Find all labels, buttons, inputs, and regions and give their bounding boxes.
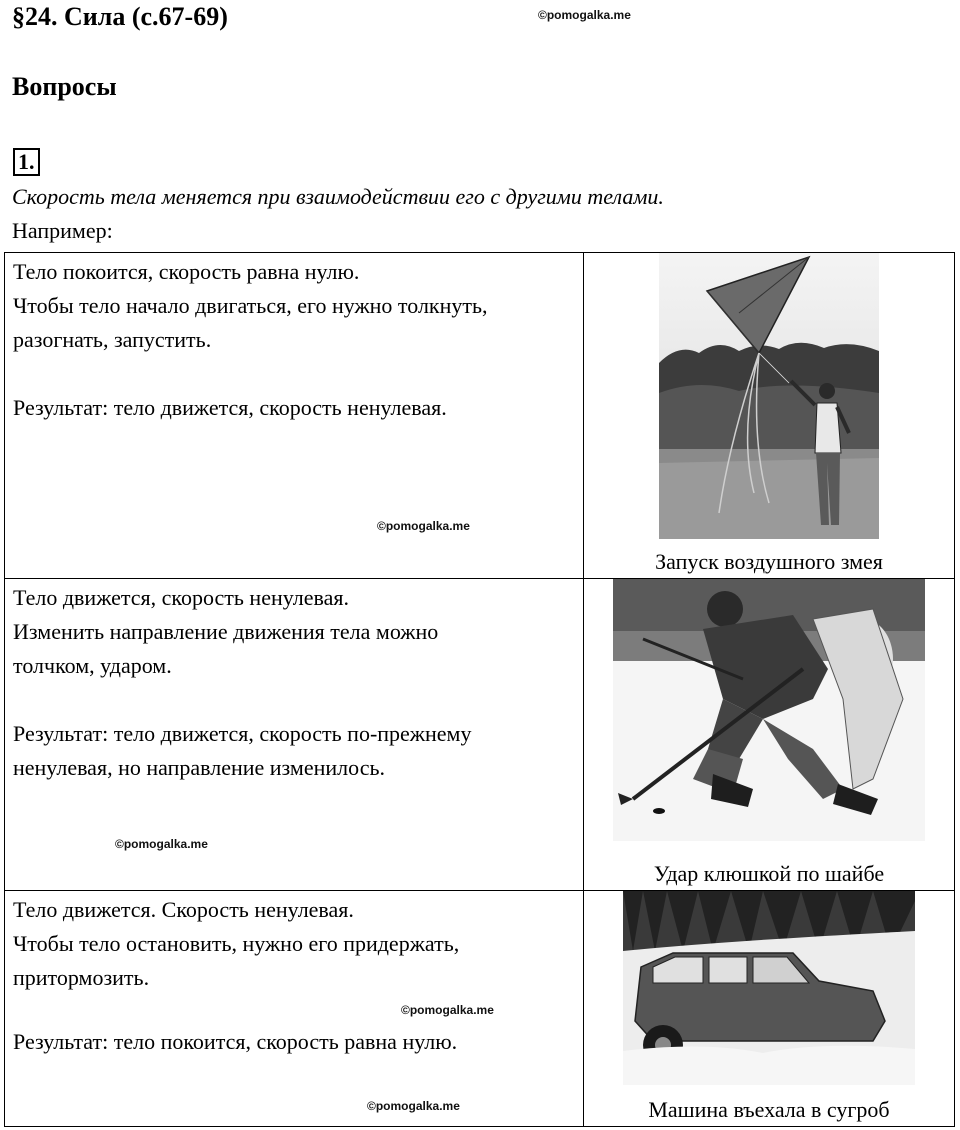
text-line: разогнать, запустить.: [13, 327, 212, 352]
result-line: Результат: тело движется, скорость по-прежнему: [13, 721, 472, 746]
watermark: ©pomogalka.me: [367, 1099, 460, 1113]
text-line: Тело покоится, скорость равна нулю.: [13, 259, 360, 284]
text-line: Изменить направление движения тела можно: [13, 619, 439, 644]
table-row: [5, 891, 955, 1127]
row-image-cell: [584, 579, 955, 891]
text-line: притормозить.: [13, 965, 150, 990]
kite-photo: [659, 253, 879, 539]
result-line: ненулевая, но направление изменилось.: [13, 755, 385, 780]
row-image-cell: [584, 891, 955, 1127]
question-number: 1.: [13, 148, 40, 176]
text-line: толчком, ударом.: [13, 653, 172, 678]
watermark: ©pomogalka.me: [401, 1003, 494, 1017]
text-line: Тело движется. Скорость ненулевая.: [13, 897, 354, 922]
row-text-cell: [5, 253, 584, 579]
text-line: Тело движется, скорость ненулевая.: [13, 585, 350, 610]
result-line: Результат: тело покоится, скорость равна нулю.: [13, 1029, 458, 1054]
image-caption: Машина въехала в сугроб: [648, 1097, 890, 1122]
example-label: Например:: [12, 218, 113, 243]
table-row: [5, 253, 955, 579]
car-photo: [623, 891, 915, 1085]
row-text-cell: [5, 891, 584, 1127]
watermark: ©pomogalka.me: [115, 837, 208, 851]
row-image-cell: [584, 253, 955, 579]
page-title: §24. Сила (с.67-69): [12, 2, 228, 31]
text-line: Чтобы тело начало двигаться, его нужно толкнуть,: [13, 293, 488, 318]
watermark: ©pomogalka.me: [538, 8, 631, 22]
hockey-photo: [613, 579, 925, 841]
text-line: Чтобы тело остановить, нужно его придержать,: [13, 931, 460, 956]
image-caption: Удар клюшкой по шайбе: [653, 861, 885, 886]
examples-table: [4, 252, 955, 1127]
table-row: [5, 579, 955, 891]
result-line: Результат: тело движется, скорость ненулевая.: [13, 395, 447, 420]
watermark: ©pomogalka.me: [377, 519, 470, 533]
section-title: Вопросы: [12, 72, 117, 101]
row-text-cell: [5, 579, 584, 891]
image-caption: Запуск воздушного змея: [655, 549, 883, 574]
question-intro: Скорость тела меняется при взаимодействии его с другими телами.: [12, 184, 664, 209]
